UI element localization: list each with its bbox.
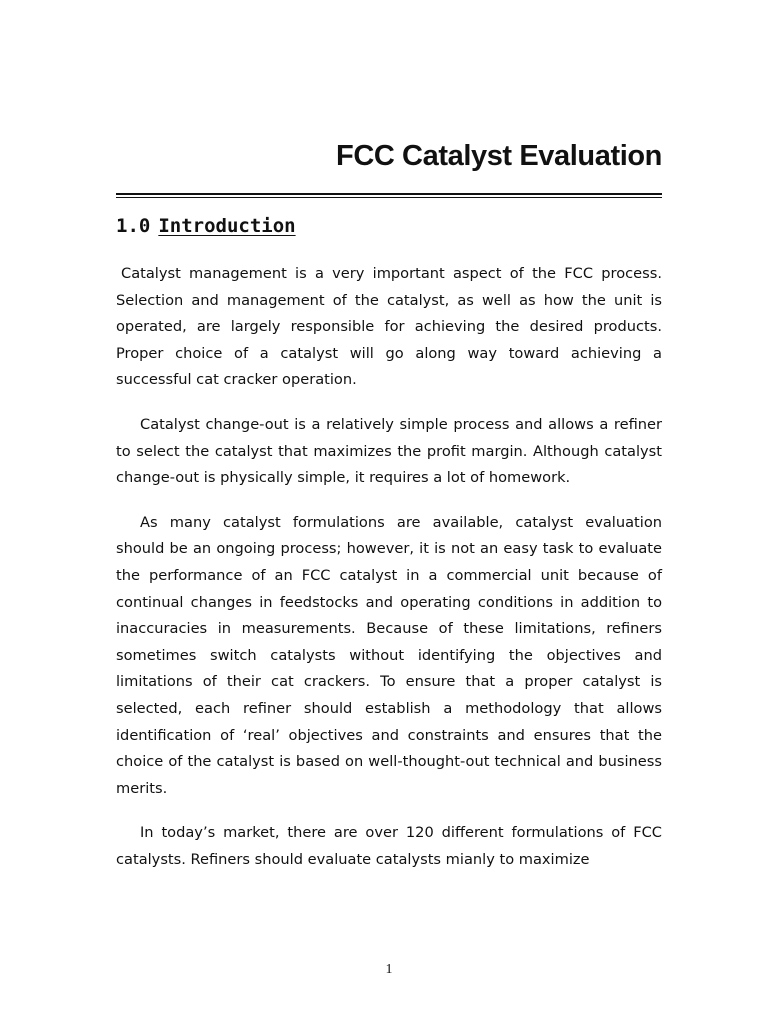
section-title: Introduction	[158, 215, 296, 237]
paragraph-1: Catalyst management is a very important aspect of the FCC process. Selection and management of the catalyst, as well as how the unit is operated, are largely responsible for achieving the desired products. Proper choice of a catalyst will go along way toward achieving a successful cat cracker operation.	[116, 265, 662, 389]
paragraph-4: In today’s market, there are over 120 different formulations of FCC catalysts. Refiners should evaluate catalysts mianly to maximize	[116, 824, 662, 868]
body-text	[116, 261, 662, 891]
document-title: FCC Catalyst Evaluation	[336, 140, 662, 172]
section-heading	[116, 213, 296, 239]
paragraph-3: As many catalyst formulations are available, catalyst evaluation should be an ongoing process; however, it is not an easy task to evaluate the performance of an FCC catalyst in a commercial unit because of continual changes in feedstocks and operating conditions in addition to inaccuracies in measurements. Because of these limitations, refiners sometimes switch catalysts without identifying the objectives and limitations of their cat crackers. To ensure that a proper catalyst is selected, each refiner should establish a methodology that allows identification of ‘real’ objectives and constraints and ensures that the choice of the catalyst is based on well-thought-out technical and business merits.	[116, 513, 662, 797]
page-number: 1	[385, 962, 393, 977]
section-number: 1.0	[116, 215, 151, 237]
title-rule-thin	[116, 197, 662, 198]
paragraph-2: Catalyst change-out is a relatively simple process and allows a refiner to select the catalyst that maximizes the profit margin. Although catalyst change-out is physically simple, it requires a lot of homework.	[116, 415, 662, 487]
title-rule-thick	[116, 193, 662, 195]
